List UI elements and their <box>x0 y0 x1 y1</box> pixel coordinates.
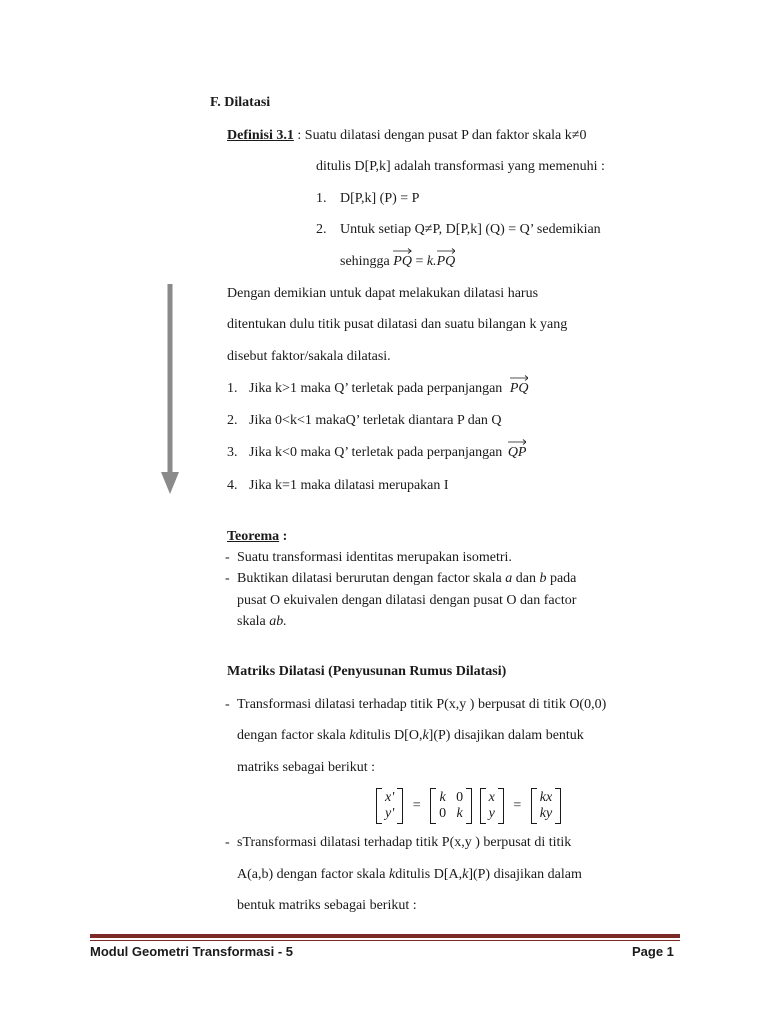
vector-arrow-icon <box>393 248 412 254</box>
case-item-3: 3. Jika k<0 maka Q’ terletak pada perpanjangan QP <box>227 439 526 461</box>
footer-page-number: Page 1 <box>632 944 674 959</box>
theorem-label: Teorema <box>227 529 280 544</box>
matrix-bullet-2-line-3: bentuk matriks sebagai berikut : <box>237 898 417 913</box>
definition-vector-equation <box>340 248 455 270</box>
definition-text-1: : Suatu dilatasi dengan pusat P dan faktor skala k≠0 <box>297 128 587 143</box>
k-dot: k. <box>426 254 437 269</box>
theorem-bullet-1: - Suatu transformasi identitas merupakan isometri. <box>225 550 512 565</box>
case-item-1: 1. Jika k>1 maka Q’ terletak pada perpanjangan PQ <box>227 375 528 397</box>
definition-item-1 <box>316 191 419 207</box>
matrix-bullet-2-line-2: A(a,b) dengan factor skala kditulis D[A,k](P) disajikan dalam <box>237 867 582 882</box>
matrix-formula: x' y' = k 0 0 k x y = kx ky <box>376 788 561 824</box>
matrix-bullet-1-line-1: - Transformasi dilatasi terhadap titik P(x,y ) berpusat di titik O(0,0) <box>225 697 607 712</box>
sehingga-text: sehingga <box>340 254 390 269</box>
definition-item-2-number: 2. <box>316 222 327 237</box>
matrix-bullet-1-line-3: matriks sebagai berikut : <box>237 760 376 775</box>
theorem-bullet-2-line-3: skala ab. <box>237 614 287 629</box>
down-arrow-icon <box>158 284 182 496</box>
theorem-bullet-2: - Buktikan dilatasi berurutan dengan factor skala a dan b pada <box>225 571 577 586</box>
definition-item-1-number: 1. <box>316 191 327 206</box>
theorem-bullet-2-line-2: pusat O ekuivalen dengan dilatasi dengan pusat O dan factor <box>237 593 577 608</box>
matrix-bullet-1-line-2: dengan factor skala kditulis D[O,k](P) disajikan dalam bentuk <box>237 728 584 743</box>
definition-label: Definisi 3.1 <box>227 128 294 143</box>
matrix-section-heading: Matriks Dilatasi (Penyusunan Rumus Dilatasi) <box>227 664 507 679</box>
matrix-scale: k 0 0 k <box>430 788 472 824</box>
footer-rule-thin <box>90 940 680 941</box>
theorem-colon: : <box>282 529 288 544</box>
case-item-4: 4. Jika k=1 maka dilatasi merupakan I <box>227 478 449 493</box>
matrix-rhs: kx ky <box>531 788 561 824</box>
vector-qp-case: QP <box>508 439 527 461</box>
matrix-lhs: x' y' <box>376 788 403 824</box>
footer-left: Modul Geometri Transformasi - 5 <box>90 944 293 959</box>
definition-line-1 <box>227 128 586 144</box>
vector-pq-2: PQ <box>437 248 456 270</box>
definition-item-1-text: D[P,k] (P) = P <box>340 191 420 206</box>
vector-arrow-icon <box>510 375 529 381</box>
paragraph-line-1: Dengan demikian untuk dapat melakukan dilatasi harus <box>227 286 539 301</box>
equals-sign: = <box>415 254 424 269</box>
theorem-heading <box>227 529 287 545</box>
footer-rule-thick <box>90 934 680 938</box>
vector-arrow-icon <box>437 248 456 254</box>
matrix-vector: x y <box>480 788 504 824</box>
case-item-2: 2. Jika 0<k<1 makaQ’ terletak diantara P dan Q <box>227 413 502 428</box>
vector-pq: PQ <box>393 248 412 270</box>
vector-pq-case: PQ <box>510 375 529 397</box>
definition-line-2: ditulis D[P,k] adalah transformasi yang memenuhi : <box>316 159 605 174</box>
vector-arrow-icon <box>508 439 527 445</box>
definition-item-2 <box>316 222 601 238</box>
matrix-bullet-2-line-1: - sTransformasi dilatasi terhadap titik P(x,y ) berpusat di titik <box>225 835 572 850</box>
paragraph-line-2: ditentukan dulu titik pusat dilatasi dan suatu bilangan k yang <box>227 317 568 332</box>
paragraph-line-3: disebut faktor/sakala dilatasi. <box>227 349 391 364</box>
section-title: F. Dilatasi <box>210 95 271 110</box>
definition-item-2-text: Untuk setiap Q≠P, D[P,k] (Q) = Q’ sedemikian <box>340 222 601 237</box>
